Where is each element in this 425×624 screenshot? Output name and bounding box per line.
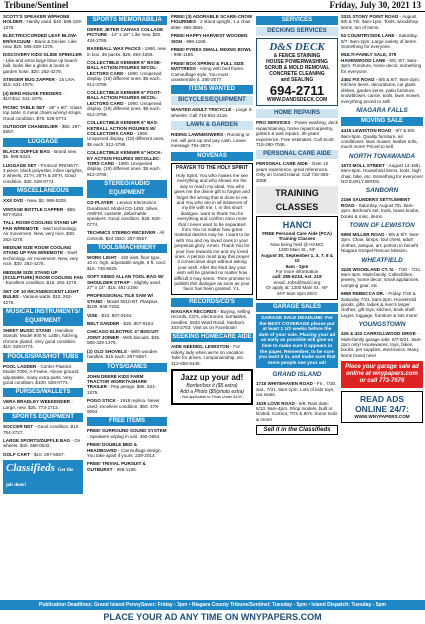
section-header: RECORDS/CD'S [171,298,253,307]
classified-ad: SET OF 10 INCANDESCENT LIGHT BULBS - Various watts. $10. 262-4276. [3,288,79,305]
town-heading: NORTH TONAWANDA [348,152,416,160]
column-4-ads-b [256,109,338,183]
town-heading: GRAND ISLAND [272,371,322,379]
classified-ad: CHICAGO ELECTRIC 4" BISCUIT JOINT JOINER - With biscuits. $35. 585-329-1376. [87,329,161,346]
classified-ad: DEREK JETER CANVAS COLLAGE PICTURE - 14" x 18". Like new. $20. 434-2785. [87,27,164,43]
subsection-header: DECKING SERVICES [256,27,338,36]
masthead [0,0,425,12]
place-l1: Place your garage sale ad [345,364,419,371]
section-header: SEEKING HOMECARE AIDE [172,334,252,341]
classified-ad: FREE! HAPPY HARVEST WOODEN SIGN - 998-1186. [171,33,248,44]
garage-sales-header: GARAGE SALES [256,303,338,312]
classified-ad: COLLECTIBLE KENNER 6" BASE-BALL ACTION FIGURES W/COL-LECTORS CARD - 1990. Unopened display. (19) different ones. $5 each. 912-3799. [87,60,162,87]
classified-ad: RIDING LAWNMOWERS - Running or not, will pick up and pay cash. Leave message 791-3874. [171,132,250,149]
classified-ad: MEDIUM SIZE ROOM COOLING STAND UP FAN W/REMOTE - Swirl technology. Air movement. New, very nice. $30. 262-4276. [3,245,79,267]
training-classes-banner: TRAINING CLASSES [256,186,338,214]
classified-ad: VINTAGE BOTTLE CAPPER - $65. 807-9164. [3,206,77,217]
classified-ad: 6980 REBECCA DR. - Friday 7/30 & Saturday 7/31. 8am-2pm. Household goods, gifts, ladies & men's larger clothes, gift toys, kitchen, book shelf. Legos, luggage, furniture & lots more! [341,291,418,318]
classified-ad: TECHNICS STEREO RECEIVER - All controls. $24 OBO. 297-6557. [87,230,165,241]
column-3-ads [171,14,253,161]
section-header: SPORTS MEMORABILIA [87,16,167,25]
town-heading: SANBORN [365,187,399,195]
section-header: TOYS/GAMES [87,363,167,372]
read-ads-online-box[interactable] [341,391,423,422]
column-5-ads [341,14,423,358]
section-header: ITEMS WANTED [171,85,253,94]
place-l3: or call 773-7676 [359,378,405,385]
classifieds-logo-text: Classifieds [6,462,55,475]
read-ads-l2: ONLINE 24/7: [355,404,409,415]
sell-it-banner: Sell it in the Classifieds [256,425,338,435]
classified-ad: 4415 LEWISTON ROAD - 8/7 & 8/8. 9am-5pm. Quality furniture, air conditioner, lawn mower, leather sofa, much more! Priced to sell. [341,128,418,150]
ds-deck-ad [256,38,338,106]
subsection-header: BICYCLES/EQUIPMENT [171,96,253,105]
read-ads-url[interactable]: WWW.WNYPAPERS.COM [354,414,410,420]
classified-ad: 1716 WHITEHAVEN ROAD - Fri., 7/30. Sat., 7/31. 9am-1pm. Lots of kids toys, car seats. [256,381,337,398]
column-1 [3,14,83,599]
classified-ad: 3240 WOODLAND CT. N. - 7/30 - 7/31. 9am-3pm. Multi-family. Collectibles, jewelry, home decor, small appliances, camping gear, etc. [341,266,422,288]
jazz-border: Border/box it ($5 extra) [186,383,238,390]
classified-ad: SOFT SIDED ALLAN TOOL BAG W/ SHOULDER STRAP - Slightly used. 27" x 14". $15. 481-2190. [87,274,164,291]
place-l2: online at wnypapers.com [346,371,418,378]
section-header: MOVING SALE [341,117,423,126]
classified-ad: MEDIUM SIZE STAND UP (SCULPTURE) ROOM COOLING FAN - Excellent condition. $15. 262-4276. [3,269,83,286]
classified-ad: VERA BRADLEY WEEKENDER - Large, new. $25. 773-2713. [3,399,73,410]
classified-ad: GOLF CART - $10. 297-6557. [3,451,65,457]
classified-ad: WANTED ADULT TRICYCLE - Large 3-wheeler. Call 716-652-2118. [171,107,253,118]
classified-ad: POOL LADDER - Confer Plastics. Model 7000, A-Frame. Above ground, adjustable, many extra parts. Very good condition. $100. 628-0774. [3,363,80,385]
issue-date: Friday, July 30, 2021 13 [329,0,421,10]
prayer-title: PRAYER TO THE HOLY SPIRIT [175,164,249,171]
classified-ad: (2) OLD SHOVELS - With wooden handles. $15 each. 297-6557. [87,348,158,360]
classified-ad: 53 COUNTRYSIDE LANE - Saturday, 8/7. 9am-2pm. Large variety of items. Something for everyone. [341,33,418,50]
town-heading: WHEATFIELD [361,256,403,264]
classified-ad: ELECTRIC/CORDED LEAF BLOW-ER/VACUUM - Black & Decker. Like new. $20. 585-329-1376. [3,33,78,50]
classified-ad: (4) BIRD HOUSE FEEDERS - $10-$12. 531-1975. [3,90,65,102]
hanci-logo: HANCI [282,220,312,231]
classified-ad: COLLECTIBLE KENNER 6" BAS-KETBALL ACTION FIGURES W/ COLLECTORS CARD - 1990. Unopened display. (19) different ones. $5 each. 912-3799. [87,120,165,147]
column-4-ads-c [256,371,338,422]
section-header: LUGGAGE [3,138,83,147]
column-4-ads [256,16,338,36]
classified-ad: BASEBALL WAX PACKS - 1990, new in box. 36 packs. $25. 694-4265. [87,46,166,57]
classified-ad: POGO STICK - 1918 replica. Never used, excellent condition. $50. 478-9094. [87,398,160,414]
classified-ad: 1629 LOVE ROAD - 8/6, Rain date: 8/13. 9am-4pm. Shop models, built or limited, Comics, 70's & 80's. Some tools & more! [256,400,338,422]
classified-ad: CD PLAYER - Lennox Electronics Durabrand. Model CD-1493, Silver, AM/FM, cassette, detachable speakers. Good condition. $25. 628-0774. [87,200,162,227]
classified-ad: 3331 STONY POINT ROAD - August 6th & 7th. 9am-1pm. Tools, woodshop items, ton of items. [341,14,419,30]
town-heading: NIAGARA FALLS [356,107,408,115]
section-header: SPORTS EQUIPMENT [3,413,83,422]
ds-line1: & FENCE STAINING [273,53,321,59]
subsection-header: HOME REPAIRS [256,109,338,118]
classified-ad: DISCOVERY KIDS GLIDE SPINKLER - Like and extra large blow up beach ball, looks like a globe & looks in garden hose. $20. 262-4279. [3,52,82,74]
ds-line5: and SEALING [280,77,314,83]
section-header: NOVENAS [171,152,253,161]
hanci-l11: M-F 9am-2pm EEO [277,290,317,296]
classified-ad: 2166 SAUNDERS SETTLEMENT ROAD - Saturday, August 7th. 8am-2pm. Bedroom set, tools, brass knobs, books & misc. items. [341,197,420,219]
classified-ad: FREE! TRIVIAL PURSUIT & OUTBURST - 998-1186. [87,461,146,472]
classified-ad: LUGGAGE SET - Protocol RN03677. 3 piece, black polyester, inline uprights, 2 wheels, 21"H, 25"H & 29"H. Good condition. $30. 628-0774. [3,162,83,184]
ds-line2: HOUSE POWERWASHING [266,59,328,65]
jazz-up-ad-box [171,369,253,404]
section-header: FREE ITEMS [87,417,167,426]
classified-ad: BLACK DUFFLE BAG - Brand new. $5. 998-5323. [3,148,78,160]
section-header: STEREO/AUDIO EQUIPMENT [87,180,167,198]
classified-ad: 1573 MOLL STREET - August 14-15th. 9am-5pm. Household items, tools, high chair, bike, etc. Something for everyone! NO EARLY BIRDS. [341,162,423,184]
classifieds-logo [3,460,83,494]
classified-ad: FREE! SURROUND SOUND SYSTEM - Speakers w/plug in unit. 465-3654. [87,428,167,439]
classified-ad: FREE! (3) ADORABLE SCARE-CROW FIGURINES - 2 stand upright, 1 a chair sitter. 465-3654. [171,14,253,30]
footer [0,600,425,624]
place-garage-ad-box [341,361,423,388]
classified-ad: PRO SERVICES - Power washing, deck repair/staining, home repair/carpentry, gutters & wall repairs. 30 years experience. Free estimates. Call Scott 716-290-7046. [256,120,338,148]
classified-ad: XXX DVD - New. $2. 998-5329. [3,198,68,204]
section-header: MUSICAL INSTRUMENTS/ EQUIPMENT [3,308,83,326]
column-2 [87,14,167,599]
section-header: POOLS/SPAS/HOT TUBS [3,353,83,362]
ds-phone: 694-2711 [269,83,325,98]
section-header: SERVICES [256,16,338,25]
hanci-l4: 1300 Main St., NF [278,247,316,253]
jazz-title: Jazz up your ad! [180,373,244,383]
hanci-l6: 9am - 3pm [285,263,309,269]
classifieds-tagline: Get the job done! [6,468,74,489]
classified-ad: WORK LIGHT - 150 watt, floor type, 10 in. high, adjustable angle, 6 ft. cord. $15. 745-8825. [87,255,166,271]
hanci-l5: August 30, September 1, 3, 7, 8 & 10 [260,252,334,264]
hanci-l1: FREE Personal Care Aide (PCA) [262,231,332,237]
paper-name: Tribune/Sentinel [4,0,69,10]
column-3-ads-b [171,298,253,366]
section-header: PURSES/WALLETS [3,388,83,397]
column-5 [341,14,423,599]
ds-line4: CONCRETE CLEANING [269,71,325,77]
publication-deadlines: Publication Deadlines: Grand Island PennySaver: Friday - 3pm • Niagara County Tribune/Sentinel: Tuesday - 5pm • Island Dispatch: Tuesday - 5pm [0,600,425,610]
classified-ad: STINGER BUG ZAPPER - 15 UVA. $15. 531-1975. [3,77,76,88]
hanci-l10: Or apply at: 1300 Main St., NF [265,285,329,291]
ds-website: WWW.DANDSDECK.COM [266,97,328,103]
classified-ad: 426 & 424 CARROLLWOOD DRIVE - Multi-family garage sale. 8/7-8/21. 8am-2pm only! Housewares, toys, bikes, books, pet supplies, electronics. Many items brand new! [341,331,422,358]
classified-ad: LARGE SPORTS/DUFFLE BAG - On wheels. $30. 668-0542. [3,437,81,449]
ds-line3: SCRUB & MOLD REMOVAL [264,65,330,71]
classified-ad: OUTDOOR CHANDELIER - $55. 297-6557. [3,123,82,135]
classified-ad: AIDE NEEDED, LEWISTON - For elderly lady when we're on vacation. Take for drives, companionship, etc. 312-656-5445. [171,344,245,366]
classified-ad: SHEET MUSIC STAND - Hamilton Stands. Model 900 N. Lattin, fold-ing, chrome plated. Very good condition. $10. 628-0774. [3,328,79,350]
garage-deadline-note: GARAGE SALE DEADLINE: For the BEST COVERAGE please put at least 1 1/2 weeks before the date of your sale. Placing your ad as early as possible will give us time to make sure it appears in the paper. Remember, to be sure you want it in, and make sure that more people see your ad! [256,314,338,368]
subsection-header: PERSONAL CARE AIDE [256,150,338,159]
classified-ad: JOHN DEERE KIDS FARM TRACTOR WORKTASHARE TRAILER - Pep peingo. $85. 531-1975. [87,373,157,395]
classified-ad: PICNIC TABLE SET - 36" x 60". Glass top table, 6 metal chairs w/vinyl straps. Good condition. $75. 628-0774. [3,104,82,121]
column-3 [171,14,253,599]
hanci-l8: call: 285-6234, ext. 219 [272,274,322,280]
ds-deck-logo: D&S DECK [269,41,325,53]
hanci-l2: Training Classes [278,236,316,242]
classified-ad: PERSONAL CARE AIDE - Over 10 years experience, great references. Only on Grand Island. Call 716-368-2059. [256,161,330,183]
jazz-photo: Add a Photo ($5/photo extra) [179,389,245,396]
classified-ad: MULTI-FAMILY SALE, 379 HAVENWOOD LANE - 8/6, 8/7, 9am-3pm. Furniture, home decor, something for everyone. [341,52,422,74]
place-ad-line[interactable]: PLACE YOUR AD ANY TIME ON WNYPAPERS.COM [0,610,425,624]
prayer-body: Holy Spirit, You who makes me see everything and who shows me the way to reach my ideal, You who gives me the divine gift to forgive and forget the wrong that is done to me and You who are in all instances of my life with me, I, in this short dialogue, want to thank You for everything and confirm once more that I never want to be separated from You no matter how great material desires may be. I want to be with You and my loved ones in your perpetual glory. Amen. Thank You for your love towards me and my loved ones. A person must pray this prayer 3 consecutive days without asking your wish. After the third day your wish will be granted no matter how difficult it may seem. Then promise to publish this dialogue as soon as your favor has been granted. Y.L. [174,172,250,292]
classified-ad: FREE! PYREX SMALL MIXING BOWL - 998-1186. [171,47,252,58]
hanci-ad [256,216,338,300]
classified-ad: 2451 FIX ROAD - 8/6 & 8/7. 9am-2pm. Kitchen items, decorations, cut glass dishes, garden items, patio furniture, snowblower, canoe, tools, lawn mower, everything priced to sell! [341,77,421,104]
hanci-l7: For more information [275,268,319,274]
classified-ad: BELT SANDER - $25. 807-9164. [87,321,155,327]
classified-ad: TALL ROOM COOLING STAND UP FAN W/REMOTE - Swirl technology. Air movement. New, very nice. $30. 262-4276. [3,220,78,242]
prayer-box [171,163,253,295]
classified-ad: VISE - $10. 807-9164. [87,312,133,318]
subsection-header: LAWN & GARDEN [171,121,253,130]
classified-ad: SOCCER NET - Good condition. $10. 754-2727. [3,424,80,435]
classified-ad: FREE! BOX SPRING & FULL SIZE MATTRESS - Along with bed frame. Camouflage style. You must unassemble it. 280-2077. [171,60,245,83]
jazz-note: - Not applicable to Finds Under $100 - [179,395,245,400]
classified-ad: NIAGARA RECORDS - Buying, selling records, CD's, electronics, turntables, needles. 5833 Ward Road, Sanborn. 343-2753. Visit us on Facebook! [171,308,251,331]
hanci-l9: email: Jobs@hanci.org [273,279,321,285]
section-header: MISCELLANEOUS [3,187,83,196]
classified-ad: FREE! DOUBLE BED & HEADBOARD - Camouflage design. You take apart if yours. 239-2014. [87,442,162,458]
town-heading: TOWN OF LEWISTON [349,221,415,229]
classified-ad: COLLECTIBLE KENNER 6" HOCK-EY ACTION FIGURES W/COLLEC-TORS CARD - 1990. Unopened display. (19) different ones. $5 each. 912-3799. [87,150,163,177]
town-heading: YOUNGSTOWN [358,321,406,329]
classified-ad: 5990 MILLER ROAD - 8/6 & 8/7. 9am-3pm. Chair, lamps, tool chest, adult clothes, antique, art, portion to benefit Niagara Gospel Rescue Mission. [341,231,420,254]
hanci-l3: Now being held @ HANCI [270,241,324,247]
read-ads-l1: READ ADS [359,394,405,405]
classified-ad: PROFESSIONAL TILE SAW W/ STAND - Model 6010-BT. Plasplus. $100. 946-7252. [87,293,159,310]
section-header: TOOLS/MACHINERY [87,244,167,253]
classified-ad: SCOTT'S SPEAKER W/PHONE HOLDER - Hardly used. $40. 585-329-1376. [3,14,83,30]
column-4 [256,14,338,599]
classified-ad: COLLECTIBLE KENNER 6" FOOT-BALL ACTION FIGURES W/COL-LECTORS CARD - 1990. Unopened display. (19) different ones. $5 each. 912-3799. [87,90,162,117]
